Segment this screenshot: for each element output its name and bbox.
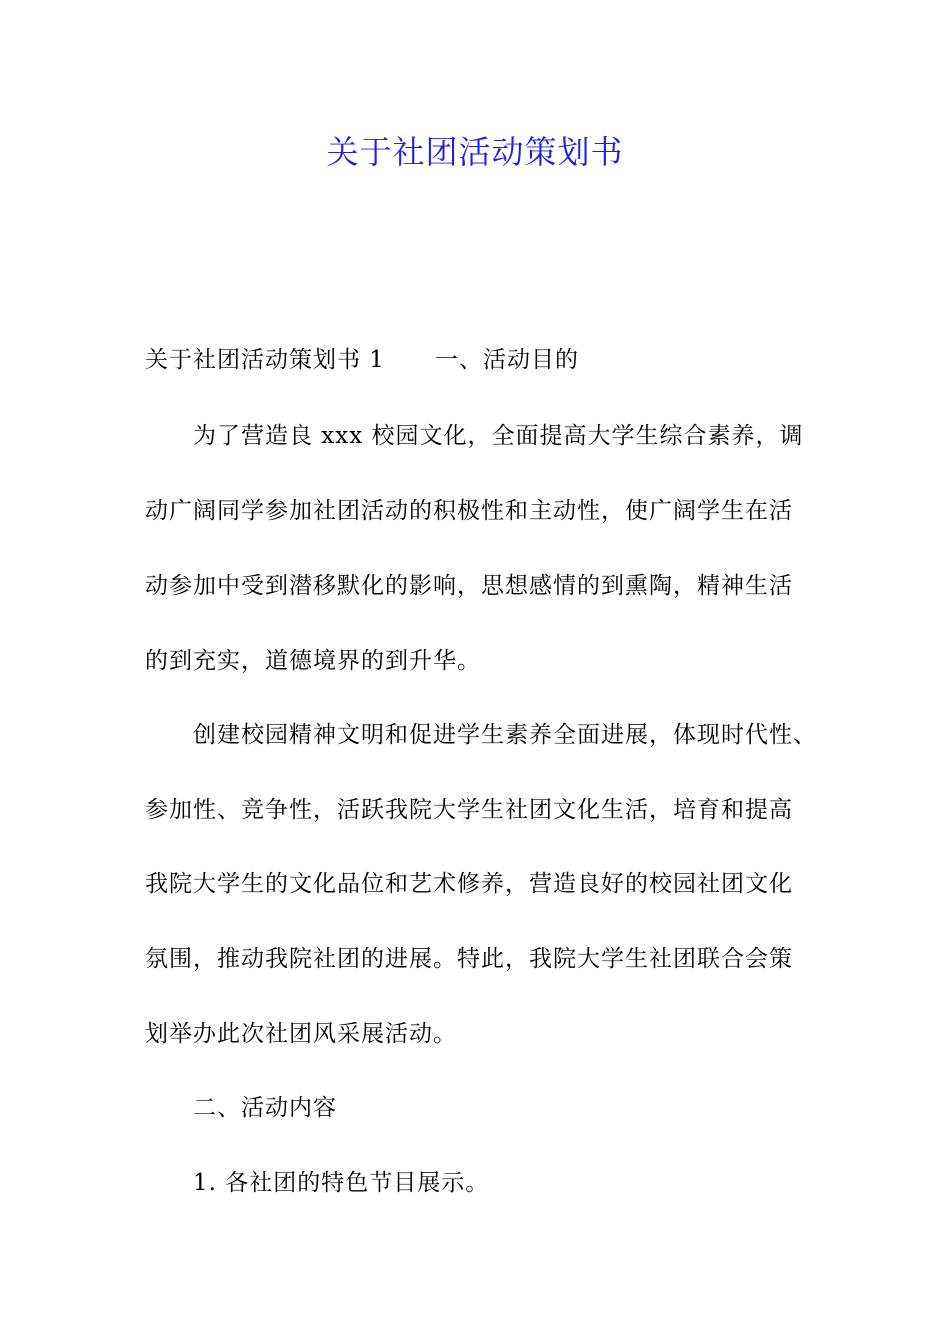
paragraph-line: 创建校园精神文明和促进学生素养全面进展，体现时代性、 bbox=[193, 722, 817, 748]
paragraph-line: 为了营造良 xxx 校园文化，全面提高大学生综合素养，调 bbox=[193, 423, 804, 449]
paragraph-line: 动广阔同学参加社团活动的积极性和主动性，使广阔学生在活 bbox=[145, 498, 793, 524]
paragraph-line: 动参加中受到潜移默化的影响，思想感情的到熏陶，精神生活 bbox=[145, 573, 793, 599]
list-item: 1. 各社团的特色节目展示。 bbox=[193, 1170, 490, 1196]
document-title: 关于社团活动策划书 bbox=[326, 133, 624, 171]
paragraph-line: 我院大学生的文化品位和艺术修养，营造良好的校园社团文化 bbox=[145, 871, 793, 897]
paragraph-line: 的到充实，道德境界的到升华。 bbox=[145, 648, 481, 674]
paragraph-line: 氛围，推动我院社团的进展。特此，我院大学生社团联合会策 bbox=[145, 946, 793, 972]
paragraph-line: 参加性、竞争性，活跃我院大学生社团文化生活，培育和提高 bbox=[145, 797, 793, 823]
heading-line bbox=[145, 342, 579, 378]
section-heading-purpose: 一、活动目的 bbox=[434, 347, 579, 373]
paragraph-line: 划举办此次社团风采展活动。 bbox=[145, 1021, 457, 1047]
document-subtitle: 关于社团活动策划书 1 bbox=[145, 347, 385, 373]
section-heading-content: 二、活动内容 bbox=[193, 1095, 337, 1121]
